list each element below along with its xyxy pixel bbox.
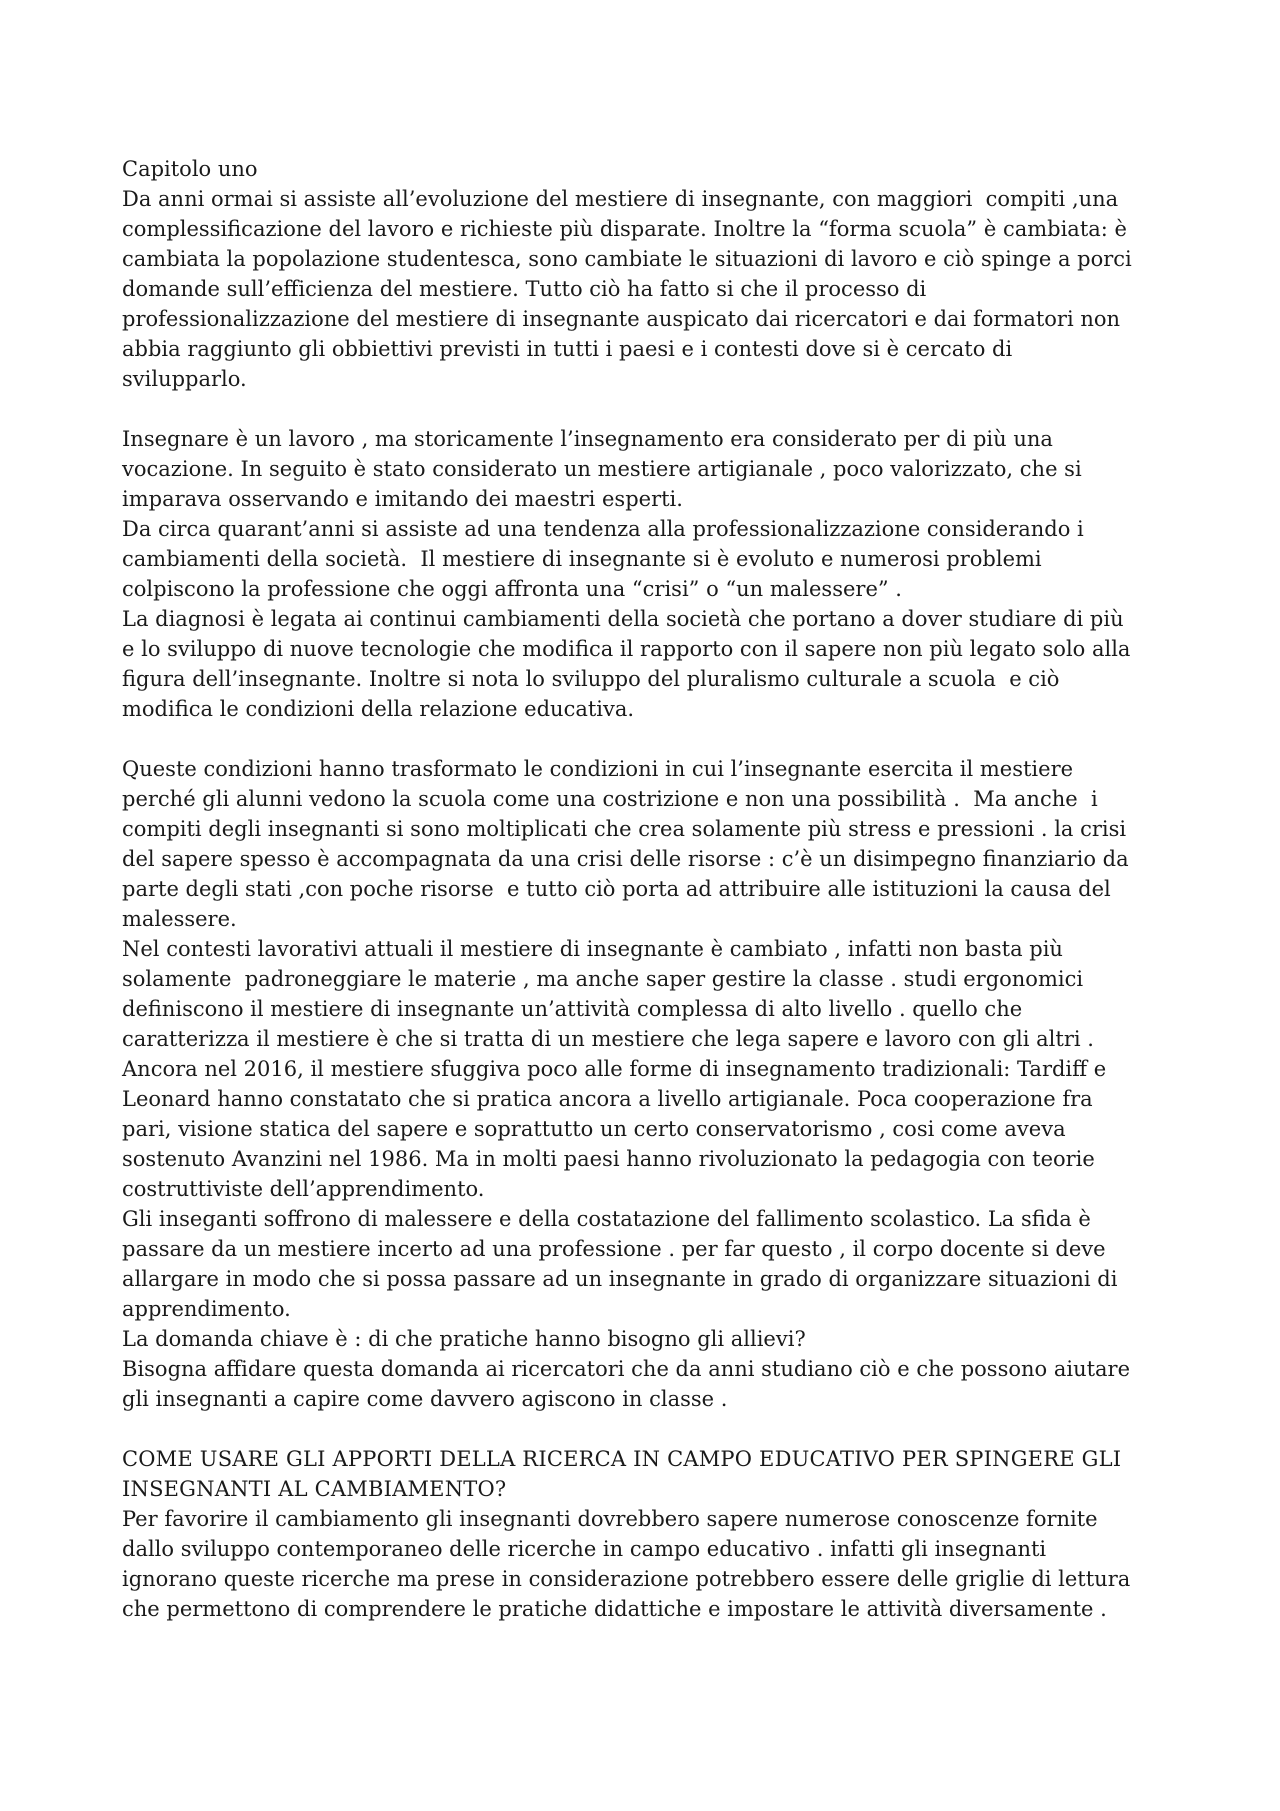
text-line: abbia raggiunto gli obbiettivi previsti in tutti i paesi e i contesti dove si è cercato di — [122, 337, 1013, 361]
text-line: vocazione. In seguito è stato considerato un mestiere artigianale , poco valorizzato, che si — [122, 457, 1082, 481]
text-line: allargare in modo che si possa passare ad un insegnante in grado di organizzare situazioni di — [122, 1267, 1118, 1291]
text-line: cambiamenti della società. Il mestiere di insegnante si è evoluto e numerosi problemi — [122, 547, 1042, 571]
text-line: pari, visione statica del sapere e soprattutto un certo conservatorismo , cosi come aveva — [122, 1117, 1066, 1141]
text-line: parte degli stati ,con poche risorse e tutto ciò porta ad attribuire alle istituzioni la causa del — [122, 877, 1111, 901]
text-line: La diagnosi è legata ai continui cambiamenti della società che portano a dover studiare di più — [122, 607, 1124, 631]
text-line: Gli inseganti soffrono di malessere e della costatazione del fallimento scolastico. La sfida è — [122, 1207, 1091, 1231]
text-line: domande sull’efficienza del mestiere. Tutto ciò ha fatto si che il processo di — [122, 277, 927, 301]
text-line: Per favorire il cambiamento gli insegnanti dovrebbero sapere numerose conoscenze fornite — [122, 1507, 1098, 1531]
section-heading-line: COME USARE GLI APPORTI DELLA RICERCA IN CAMPO EDUCATIVO PER SPINGERE GLI — [122, 1447, 1122, 1471]
text-line: imparava osservando e imitando dei maestri esperti. — [122, 487, 683, 511]
text-line: costruttiviste dell’apprendimento. — [122, 1177, 485, 1201]
paragraph-4 — [122, 1444, 1172, 1624]
text-line: professionalizzazione del mestiere di insegnante auspicato dai ricercatori e dai formatori non — [122, 307, 1121, 331]
text-line: Nel contesti lavorativi attuali il mestiere di insegnante è cambiato , infatti non basta più — [122, 937, 1063, 961]
text-line: colpiscono la professione che oggi affronta una “crisi” o “un malessere” . — [122, 577, 902, 601]
text-line: ignorano queste ricerche ma prese in considerazione potrebbero essere delle griglie di lettura — [122, 1567, 1131, 1591]
text-line: Da anni ormai si assiste all’evoluzione del mestiere di insegnante, con maggiori compiti ,una — [122, 187, 1119, 211]
text-line: sostenuto Avanzini nel 1986. Ma in molti paesi hanno rivoluzionato la pedagogia con teorie — [122, 1147, 1095, 1171]
text-line: modifica le condizioni della relazione educativa. — [122, 697, 635, 721]
paragraph-gap — [122, 1414, 1172, 1444]
text-line: Leonard hanno constatato che si pratica ancora a livello artigianale. Poca cooperazione fra — [122, 1087, 1093, 1111]
chapter-title: Capitolo uno — [122, 157, 258, 181]
text-line: che permettono di comprendere le pratiche didattiche e impostare le attività diversamente . — [122, 1597, 1107, 1621]
paragraph-1 — [122, 184, 1172, 394]
text-line: e lo sviluppo di nuove tecnologie che modifica il rapporto con il sapere non più legato solo alla — [122, 637, 1131, 661]
paragraph-2 — [122, 424, 1172, 724]
text-line: La domanda chiave è : di che pratiche hanno bisogno gli allievi? — [122, 1327, 806, 1351]
text-line: definiscono il mestiere di insegnante un’attività complessa di alto livello . quello che — [122, 997, 1023, 1021]
text-line: gli insegnanti a capire come davvero agiscono in classe . — [122, 1387, 728, 1411]
text-line: complessificazione del lavoro e richieste più disparate. Inoltre la “forma scuola” è cambiata: è — [122, 217, 1127, 241]
text-line: del sapere spesso è accompagnata da una crisi delle risorse : c’è un disimpegno finanziario da — [122, 847, 1129, 871]
paragraph-gap — [122, 724, 1172, 754]
text-line: svilupparlo. — [122, 367, 247, 391]
text-line: dallo sviluppo contemporaneo delle ricerche in campo educativo . infatti gli insegnanti — [122, 1537, 1047, 1561]
text-line: passare da un mestiere incerto ad una professione . per far questo , il corpo docente si deve — [122, 1237, 1106, 1261]
text-line: Da circa quarant’anni si assiste ad una tendenza alla professionalizzazione considerando i — [122, 517, 1084, 541]
text-line: caratterizza il mestiere è che si tratta di un mestiere che lega sapere e lavoro con gli altri . — [122, 1027, 1094, 1051]
paragraph-3 — [122, 754, 1172, 1414]
text-line: perché gli alunni vedono la scuola come una costrizione e non una possibilità . Ma anche i — [122, 787, 1098, 811]
text-line: compiti degli insegnanti si sono moltiplicati che crea solamente più stress e pressioni . la crisi — [122, 817, 1127, 841]
text-line: apprendimento. — [122, 1297, 291, 1321]
paragraph-gap — [122, 394, 1172, 424]
text-line: Insegnare è un lavoro , ma storicamente l’insegnamento era considerato per di più una — [122, 427, 1053, 451]
text-line: figura dell’insegnante. Inoltre si nota lo sviluppo del pluralismo culturale a scuola e ciò — [122, 667, 1060, 691]
text-line: solamente padroneggiare le materie , ma anche saper gestire la classe . studi ergonomici — [122, 967, 1084, 991]
text-line: malessere. — [122, 907, 237, 931]
text-line: cambiata la popolazione studentesca, sono cambiate le situazioni di lavoro e ciò spinge a porci — [122, 247, 1132, 271]
text-line: Bisogna affidare questa domanda ai ricercatori che da anni studiano ciò e che possono aiutare — [122, 1357, 1131, 1381]
text-line: Ancora nel 2016, il mestiere sfuggiva poco alle forme di insegnamento tradizionali: Tardiff e — [122, 1057, 1107, 1081]
section-heading-line: INSEGNANTI AL CAMBIAMENTO? — [122, 1477, 507, 1501]
document-page — [122, 154, 1172, 1624]
text-line: Queste condizioni hanno trasformato le condizioni in cui l’insegnante esercita il mestiere — [122, 757, 1074, 781]
